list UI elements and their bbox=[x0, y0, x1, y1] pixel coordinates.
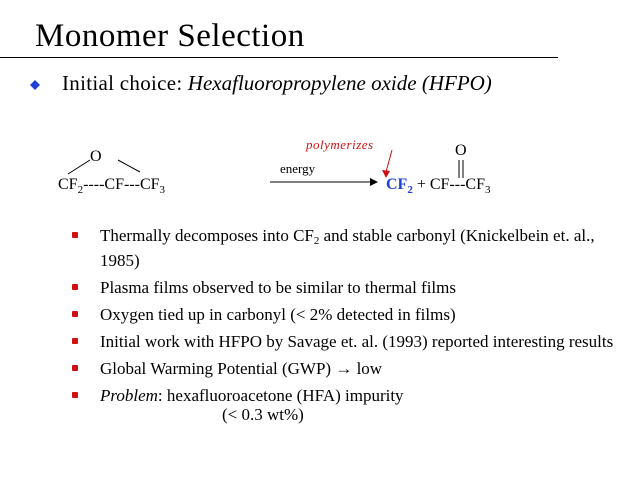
page-title: Monomer Selection bbox=[35, 18, 305, 54]
reaction-condition: energy bbox=[280, 161, 316, 176]
list-item: Problem: hexafluoroacetone (HFA) impurity (< 0.3 wt%) bbox=[72, 386, 637, 424]
carbonyl-double-bond bbox=[455, 160, 469, 180]
list-item: Global Warming Potential (GWP) → low bbox=[72, 359, 637, 378]
bullet-icon bbox=[72, 284, 78, 290]
reactant-oxygen: O bbox=[90, 148, 102, 165]
product-oxygen: O bbox=[455, 142, 467, 159]
bullet-list bbox=[72, 226, 637, 432]
main-point-label: Initial choice: bbox=[62, 71, 183, 95]
product-cf2: $CF_2$ bbox=[386, 176, 413, 196]
main-point bbox=[62, 72, 632, 95]
bullet-icon bbox=[72, 232, 78, 238]
list-item: Plasma films observed to be similar to thermal films bbox=[72, 278, 637, 297]
reaction-arrow-icon bbox=[270, 176, 380, 188]
list-item: Thermally decomposes into $CF_2$ and stable carbonyl (Knickelbein et. al., 1985) bbox=[72, 226, 637, 270]
product-formula: $CF_2 + CF---CF_3$ bbox=[386, 176, 491, 196]
reaction-annotation: polymerizes bbox=[306, 137, 374, 152]
title-divider bbox=[0, 57, 558, 58]
problem-label: Problem bbox=[100, 386, 158, 405]
reactant-formula: $CF_2----CF---CF_3$ bbox=[58, 176, 166, 196]
bullet-icon bbox=[72, 338, 78, 344]
bullet-icon bbox=[72, 311, 78, 317]
diamond-bullet-icon bbox=[30, 80, 40, 90]
list-item: Oxygen tied up in carbonyl (< 2% detected in films) bbox=[72, 305, 637, 324]
bullet-icon bbox=[72, 365, 78, 371]
main-point-value: Hexafluoropropylene oxide (HFPO) bbox=[187, 71, 492, 95]
list-item: Initial work with HFPO by Savage et. al. (1993) reported interesting results bbox=[72, 332, 637, 351]
bullet-icon bbox=[72, 392, 78, 398]
